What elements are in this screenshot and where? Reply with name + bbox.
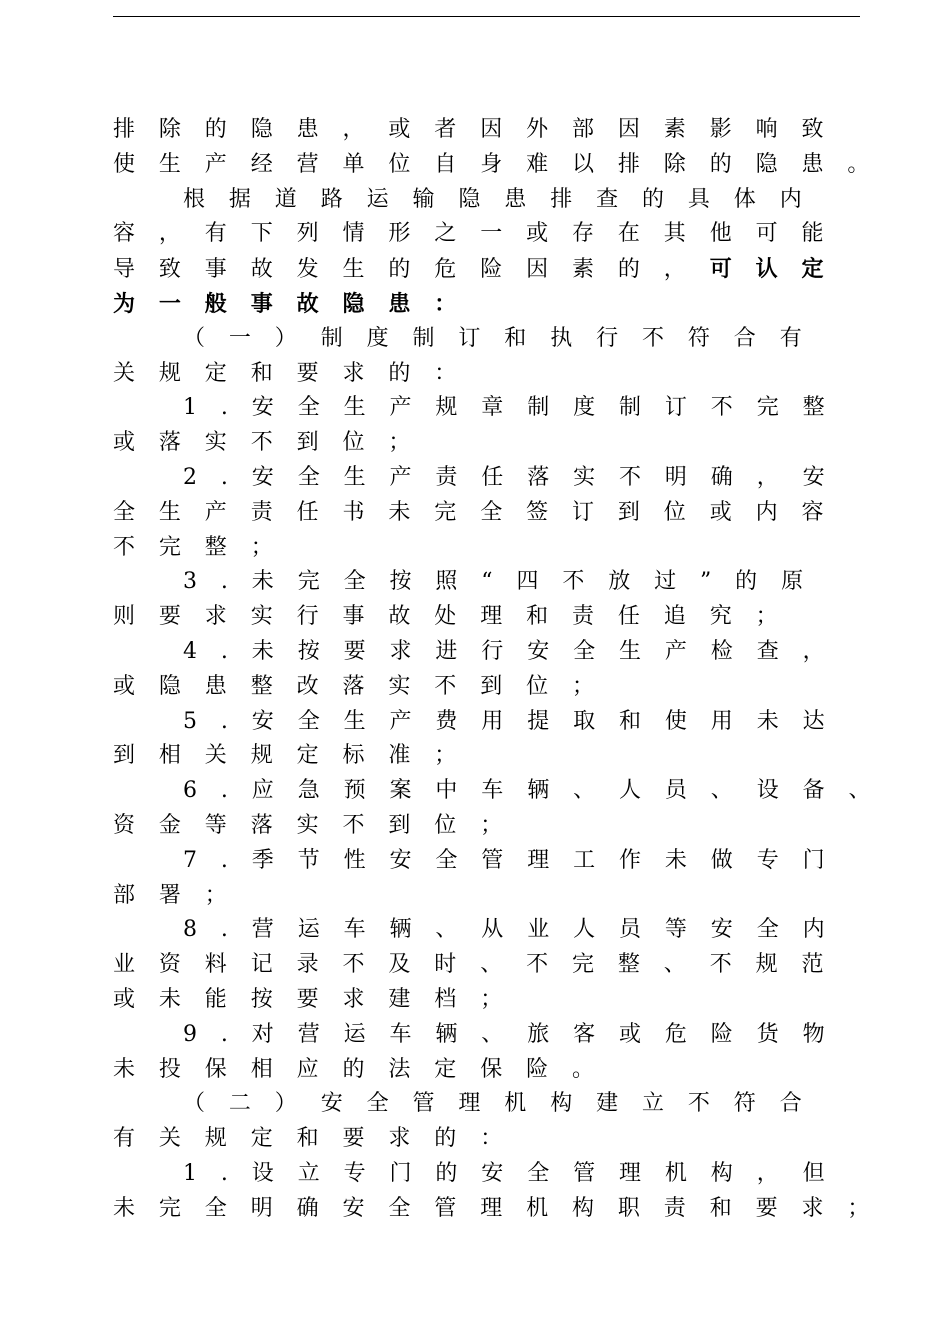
text-line: 未投保相应的法定保险。: [113, 1056, 618, 1082]
text-line: 则要求实行事故处理和责任追究；: [113, 604, 802, 630]
list-item: 6.应急预案中车辆、人员、设备、: [183, 778, 895, 804]
list-item: 2.安全生产责任落实不明确，安: [183, 464, 849, 490]
section-heading: （二）安全管理机构建立不符合: [183, 1091, 826, 1117]
text-line: 或落实不到位；: [113, 430, 435, 456]
bold-text: 可认定: [709, 256, 848, 283]
text-line: 容，有下列情形之一或存在其他可能: [113, 221, 848, 247]
text-line: 排除的隐患，或者因外部因素影响致: [113, 117, 848, 142]
list-item: 9.对营运车辆、旅客或危险货物: [183, 1021, 849, 1047]
list-item: 3.未完全按照“四不放过”的原: [183, 569, 827, 595]
section-heading: （一）制度制订和执行不符合有: [183, 325, 826, 351]
text-line: 导致事故发生的危险因素的，可认定: [113, 256, 848, 283]
text-line: 有关规定和要求的：: [113, 1126, 527, 1152]
text-line: 全生产责任书未完全签订到位或内容: [113, 499, 848, 525]
header-rule: [113, 16, 860, 17]
document-body: [113, 113, 895, 1227]
list-item: 1.安全生产规章制度制订不完整: [183, 395, 849, 421]
text-line: 或隐患整改落实不到位；: [113, 673, 618, 699]
list-item: 7.季节性安全管理工作未做专门: [183, 847, 849, 873]
text-line: 未完全明确安全管理机构职责和要求；: [113, 1195, 894, 1221]
text-line: 部署；: [113, 882, 251, 908]
text-line: 使生产经营单位自身难以排除的隐患。: [113, 151, 894, 177]
list-item: 5.安全生产费用提取和使用未达: [183, 708, 849, 734]
text-line: 关规定和要求的：: [113, 360, 481, 386]
text-line: 资金等落实不到位；: [113, 812, 527, 838]
list-item: 4.未按要求进行安全生产检查，: [183, 638, 849, 664]
text-line: 或未能按要求建档；: [113, 986, 527, 1012]
text-line: [113, 287, 873, 322]
list-item: 1.设立专门的安全管理机构，但: [183, 1160, 849, 1186]
bold-text: 为一般事故隐患：: [113, 290, 481, 317]
list-item: 8.营运车辆、从业人员等安全内: [183, 917, 849, 943]
text-line: 根据道路运输隐患排查的具体内: [183, 186, 826, 212]
text-line: 业资料记录不及时、不完整、不规范: [113, 952, 848, 978]
text-line: 不完整；: [113, 534, 297, 560]
text-line: 到相关规定标准；: [113, 743, 481, 769]
